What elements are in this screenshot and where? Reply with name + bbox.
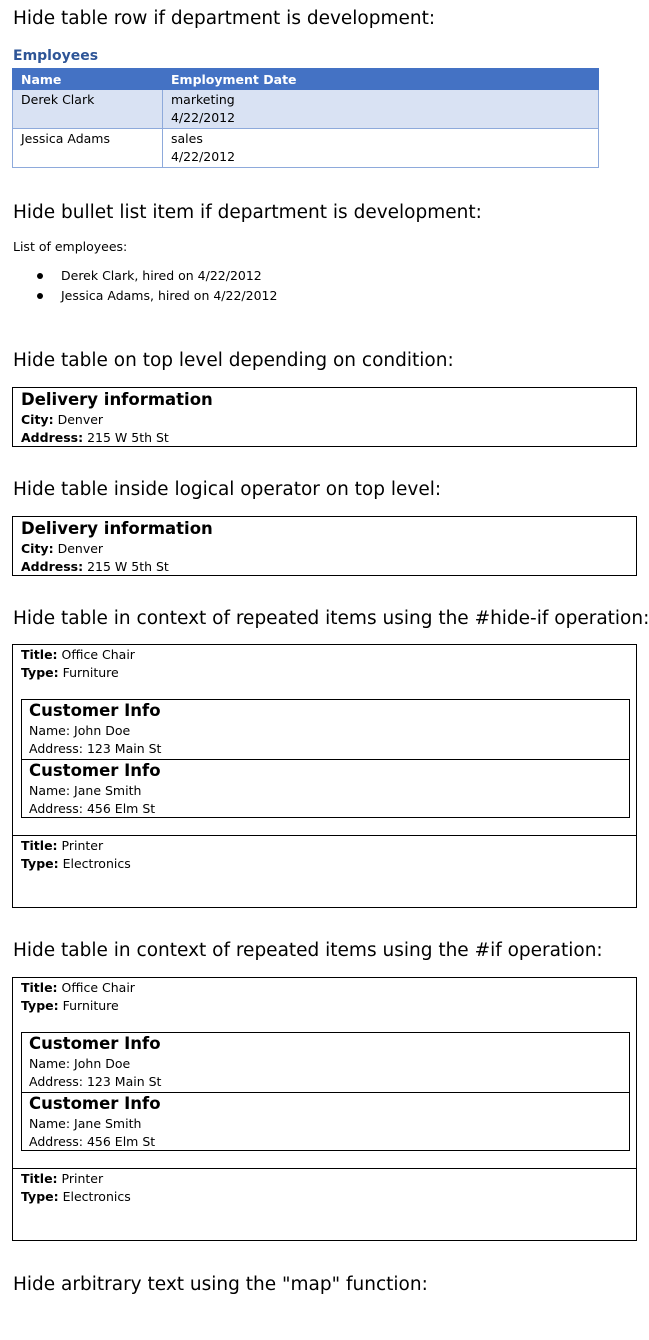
heading-hide-if-operation: Hide table in context of repeated items using the #hide-if operation: (13, 608, 649, 629)
table-row (13, 129, 599, 168)
cell-department: sales (171, 131, 203, 146)
type-label: Type: (21, 665, 59, 680)
customer-info-title: Customer Info (29, 1034, 161, 1053)
city-label: City: (21, 412, 54, 427)
row-divider (13, 835, 636, 836)
title-value: Printer (61, 1171, 104, 1186)
customer-info-title: Customer Info (29, 1094, 161, 1113)
list-item-text: Derek Clark, hired on 4/22/2012 (61, 268, 262, 283)
bullet-icon (37, 273, 43, 279)
address-line (21, 558, 628, 576)
heading-hide-logical-operator: Hide table inside logical operator on top level: (13, 479, 442, 500)
type-value: Furniture (62, 665, 119, 680)
customer-info-title: Customer Info (29, 701, 161, 720)
heading-hide-bullet-item: Hide bullet list item if department is development: (13, 202, 482, 223)
heading-if-operation: Hide table in context of repeated items using the #if operation: (13, 940, 603, 961)
type-line (21, 664, 628, 682)
list-intro: List of employees: (13, 239, 128, 254)
customer-info (22, 1033, 629, 1092)
title-label: Title: (21, 838, 58, 853)
cell-date: 4/22/2012 (171, 110, 236, 125)
employees-table-title: Employees (13, 48, 99, 64)
customer-info-table (21, 699, 630, 818)
type-value: Electronics (62, 1189, 131, 1204)
type-line (21, 997, 628, 1015)
city-label: City: (21, 541, 54, 556)
heading-map-function: Hide arbitrary text using the "map" function: (13, 1274, 428, 1295)
customer-name: Name: Jane Smith (29, 783, 142, 798)
cell-employment (163, 129, 599, 168)
title-line (21, 979, 628, 997)
heading-hide-table-row: Hide table row if department is development: (13, 8, 436, 29)
cell-name: Jessica Adams (13, 129, 163, 168)
type-label: Type: (21, 998, 59, 1013)
cell-name: Derek Clark (13, 90, 163, 129)
type-label: Type: (21, 856, 59, 871)
customer-info (22, 759, 629, 818)
list-item (13, 286, 277, 306)
type-label: Type: (21, 1189, 59, 1204)
column-header-name: Name (13, 69, 163, 90)
cell-date: 4/22/2012 (171, 149, 236, 164)
column-header-employment-date: Employment Date (163, 69, 599, 90)
customer-info (22, 700, 629, 759)
type-value: Furniture (62, 998, 119, 1013)
delivery-info-title: Delivery information (21, 519, 213, 538)
title-label: Title: (21, 1171, 58, 1186)
title-label: Title: (21, 647, 58, 662)
city-line (21, 540, 628, 558)
customer-address: Address: 456 Elm St (29, 801, 156, 816)
list-item-text: Jessica Adams, hired on 4/22/2012 (61, 288, 278, 303)
heading-hide-top-level-table: Hide table on top level depending on condition: (13, 350, 454, 371)
title-line (21, 1170, 628, 1188)
customer-info-table (21, 1032, 630, 1151)
delivery-info-title: Delivery information (21, 390, 213, 409)
customer-address: Address: 123 Main St (29, 741, 162, 756)
table-row (13, 90, 599, 129)
item-row (13, 646, 636, 682)
title-value: Office Chair (61, 647, 135, 662)
row-divider (13, 1168, 636, 1169)
employees-table (12, 68, 599, 168)
city-value: Denver (57, 412, 104, 427)
repeated-items-table (12, 977, 637, 1241)
city-line (21, 411, 628, 429)
title-label: Title: (21, 980, 58, 995)
customer-name: Name: John Doe (29, 723, 131, 738)
cell-employment (163, 90, 599, 129)
address-value: 215 W 5th St (87, 430, 169, 445)
type-value: Electronics (62, 856, 131, 871)
customer-info (22, 1092, 629, 1151)
repeated-items-table (12, 644, 637, 908)
type-line (21, 855, 628, 873)
customer-address: Address: 123 Main St (29, 1074, 162, 1089)
customer-name: Name: John Doe (29, 1056, 131, 1071)
address-label: Address: (21, 559, 84, 574)
list-item (13, 266, 277, 286)
customer-address: Address: 456 Elm St (29, 1134, 156, 1149)
title-line (21, 646, 628, 664)
address-label: Address: (21, 430, 84, 445)
table-header-row (13, 69, 599, 90)
item-row (13, 837, 636, 873)
title-value: Office Chair (61, 980, 135, 995)
address-line (21, 429, 628, 447)
employee-bullet-list (13, 266, 277, 306)
delivery-info-table (12, 516, 637, 576)
bullet-icon (37, 293, 43, 299)
delivery-info-table (12, 387, 637, 447)
address-value: 215 W 5th St (87, 559, 169, 574)
title-value: Printer (61, 838, 104, 853)
customer-info-title: Customer Info (29, 761, 161, 780)
cell-department: marketing (171, 92, 235, 107)
customer-name: Name: Jane Smith (29, 1116, 142, 1131)
type-line (21, 1188, 628, 1206)
item-row (13, 1170, 636, 1206)
title-line (21, 837, 628, 855)
city-value: Denver (57, 541, 104, 556)
item-row (13, 979, 636, 1015)
